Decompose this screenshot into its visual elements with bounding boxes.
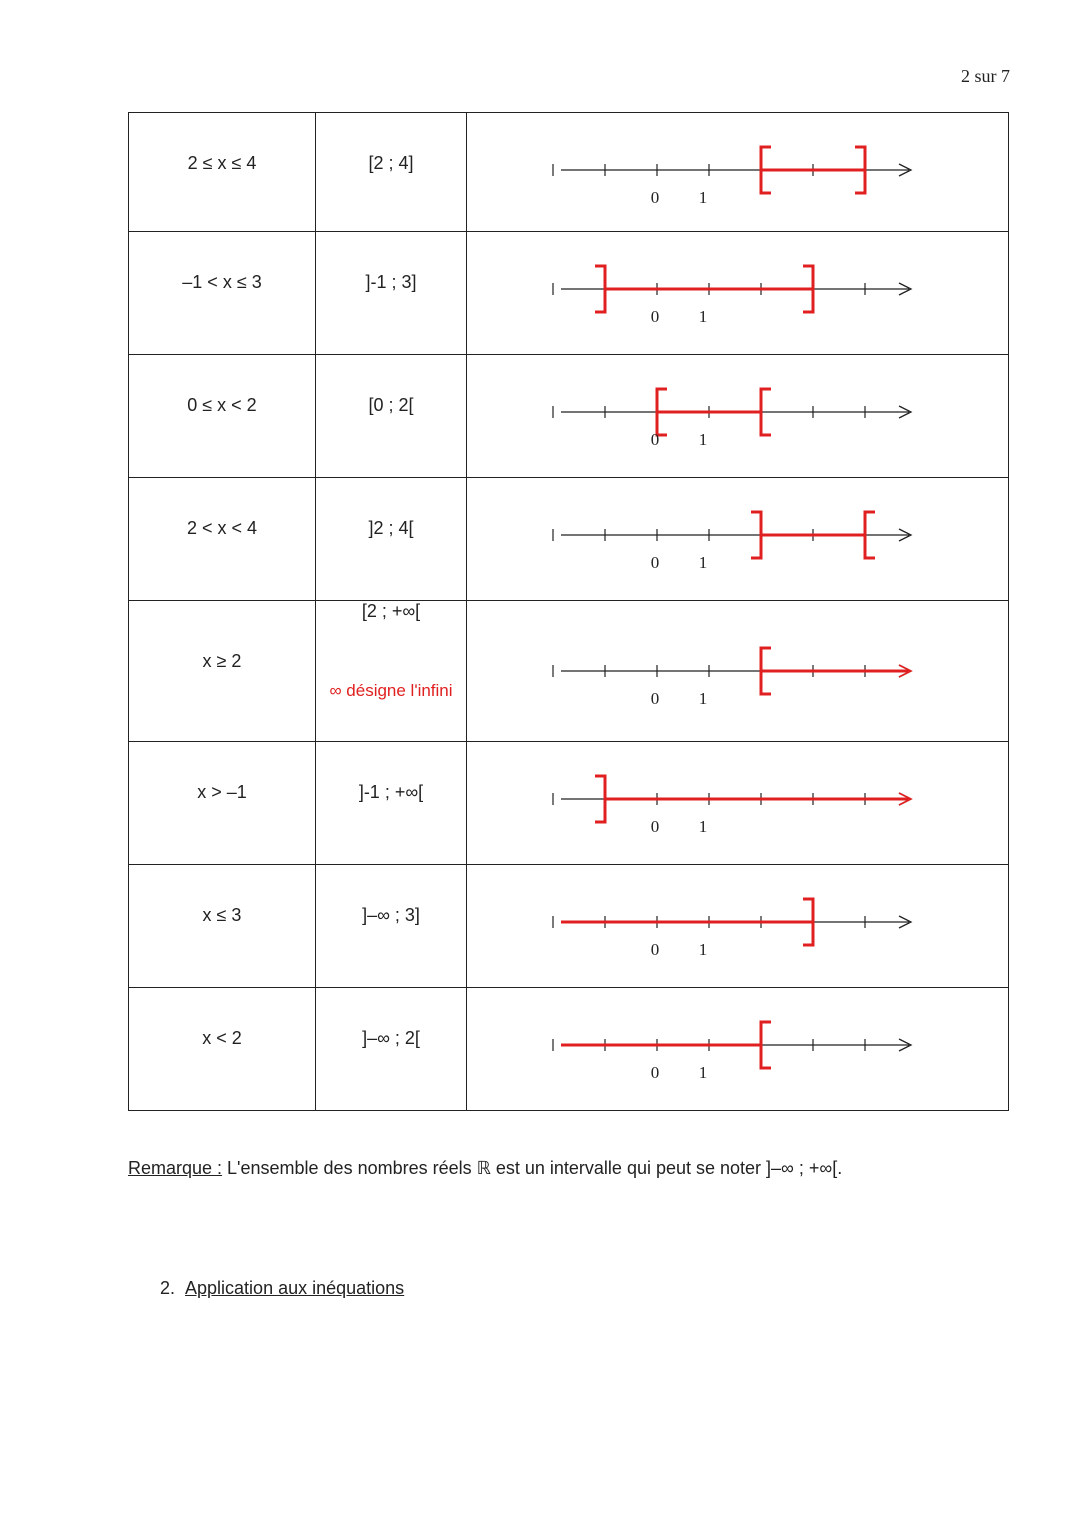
axis-label-zero: 0 [650, 553, 660, 572]
number-line [467, 988, 1008, 1111]
inequality-cell [129, 601, 316, 742]
interval-cell [316, 742, 467, 865]
axis-label-one: 1 [698, 817, 708, 836]
inequality-cell [129, 742, 316, 865]
number-line [467, 355, 1008, 478]
interval-text: ]2 ; 4[ [368, 518, 414, 538]
interval-cell [316, 988, 467, 1111]
interval-text: [2 ; 4] [368, 153, 414, 173]
number-line [467, 742, 1008, 865]
axis-label-zero: 0 [650, 940, 660, 959]
inequality-cell [129, 988, 316, 1111]
table-row [129, 742, 1009, 865]
table-row [129, 988, 1009, 1111]
number-line-cell [467, 601, 1009, 742]
axis-label-one: 1 [698, 553, 708, 572]
interval-cell [316, 232, 467, 355]
section-heading [160, 1278, 404, 1299]
interval-text: [0 ; 2[ [368, 395, 414, 415]
number-line [467, 865, 1008, 988]
number-line [467, 113, 1008, 232]
inequality-text: 2 ≤ x ≤ 4 [187, 153, 257, 173]
section-title: Application aux inéquations [185, 1278, 405, 1298]
remark-text: L'ensemble des nombres réels ℝ est un intervalle qui peut se noter ]–∞ ; +∞[. [222, 1158, 843, 1178]
number-line-cell [467, 478, 1009, 601]
inequality-text: x ≤ 3 [202, 905, 242, 925]
interval-cell [316, 113, 467, 232]
number-line [467, 478, 1008, 601]
inequality-cell [129, 232, 316, 355]
table-row [129, 601, 1009, 742]
interval-cell [316, 478, 467, 601]
number-line-cell [467, 988, 1009, 1111]
axis-label-zero: 0 [650, 1063, 660, 1082]
axis-label-one: 1 [698, 188, 708, 207]
interval-text: [2 ; +∞[ [361, 601, 421, 621]
axis-label-zero: 0 [650, 188, 660, 207]
table-row [129, 232, 1009, 355]
number-line [467, 232, 1008, 355]
remark [128, 1158, 842, 1179]
number-line-cell [467, 865, 1009, 988]
axis-label-one: 1 [698, 1063, 708, 1082]
axis-label-one: 1 [698, 689, 708, 708]
interval-cell [316, 865, 467, 988]
inequality-cell [129, 113, 316, 232]
axis-label-zero: 0 [650, 430, 660, 449]
table-row [129, 355, 1009, 478]
number-line-cell [467, 113, 1009, 232]
table-row [129, 865, 1009, 988]
number-line [467, 601, 1008, 742]
axis-label-zero: 0 [650, 689, 660, 708]
inequality-cell [129, 865, 316, 988]
inequality-text: x > –1 [197, 782, 247, 802]
inequality-cell [129, 478, 316, 601]
interval-cell [316, 355, 467, 478]
axis-label-one: 1 [698, 430, 708, 449]
axis-label-one: 1 [698, 307, 708, 326]
interval-text: ]-1 ; 3] [365, 272, 417, 292]
axis-label-one: 1 [698, 940, 708, 959]
number-line-cell [467, 355, 1009, 478]
interval-text: ]-1 ; +∞[ [358, 782, 424, 802]
interval-cell [316, 601, 467, 742]
section-number: 2. [160, 1278, 176, 1298]
inequality-text: 0 ≤ x < 2 [187, 395, 257, 415]
number-line-cell [467, 742, 1009, 865]
interval-text: ]–∞ ; 3] [362, 905, 420, 925]
interval-text: ]–∞ ; 2[ [362, 1028, 420, 1048]
page-number: 2 sur 7 [961, 66, 1010, 86]
inequality-text: 2 < x < 4 [186, 518, 258, 538]
axis-label-zero: 0 [650, 817, 660, 836]
axis-label-zero: 0 [650, 307, 660, 326]
table-row [129, 113, 1009, 232]
infinity-note: ∞ désigne l'infini [329, 681, 453, 700]
intervals-table [128, 112, 1009, 1111]
inequality-text: x ≥ 2 [202, 651, 242, 671]
remark-label: Remarque : [128, 1158, 223, 1178]
table-row [129, 478, 1009, 601]
inequality-cell [129, 355, 316, 478]
inequality-text: –1 < x ≤ 3 [182, 272, 262, 292]
number-line-cell [467, 232, 1009, 355]
inequality-text: x < 2 [202, 1028, 242, 1048]
